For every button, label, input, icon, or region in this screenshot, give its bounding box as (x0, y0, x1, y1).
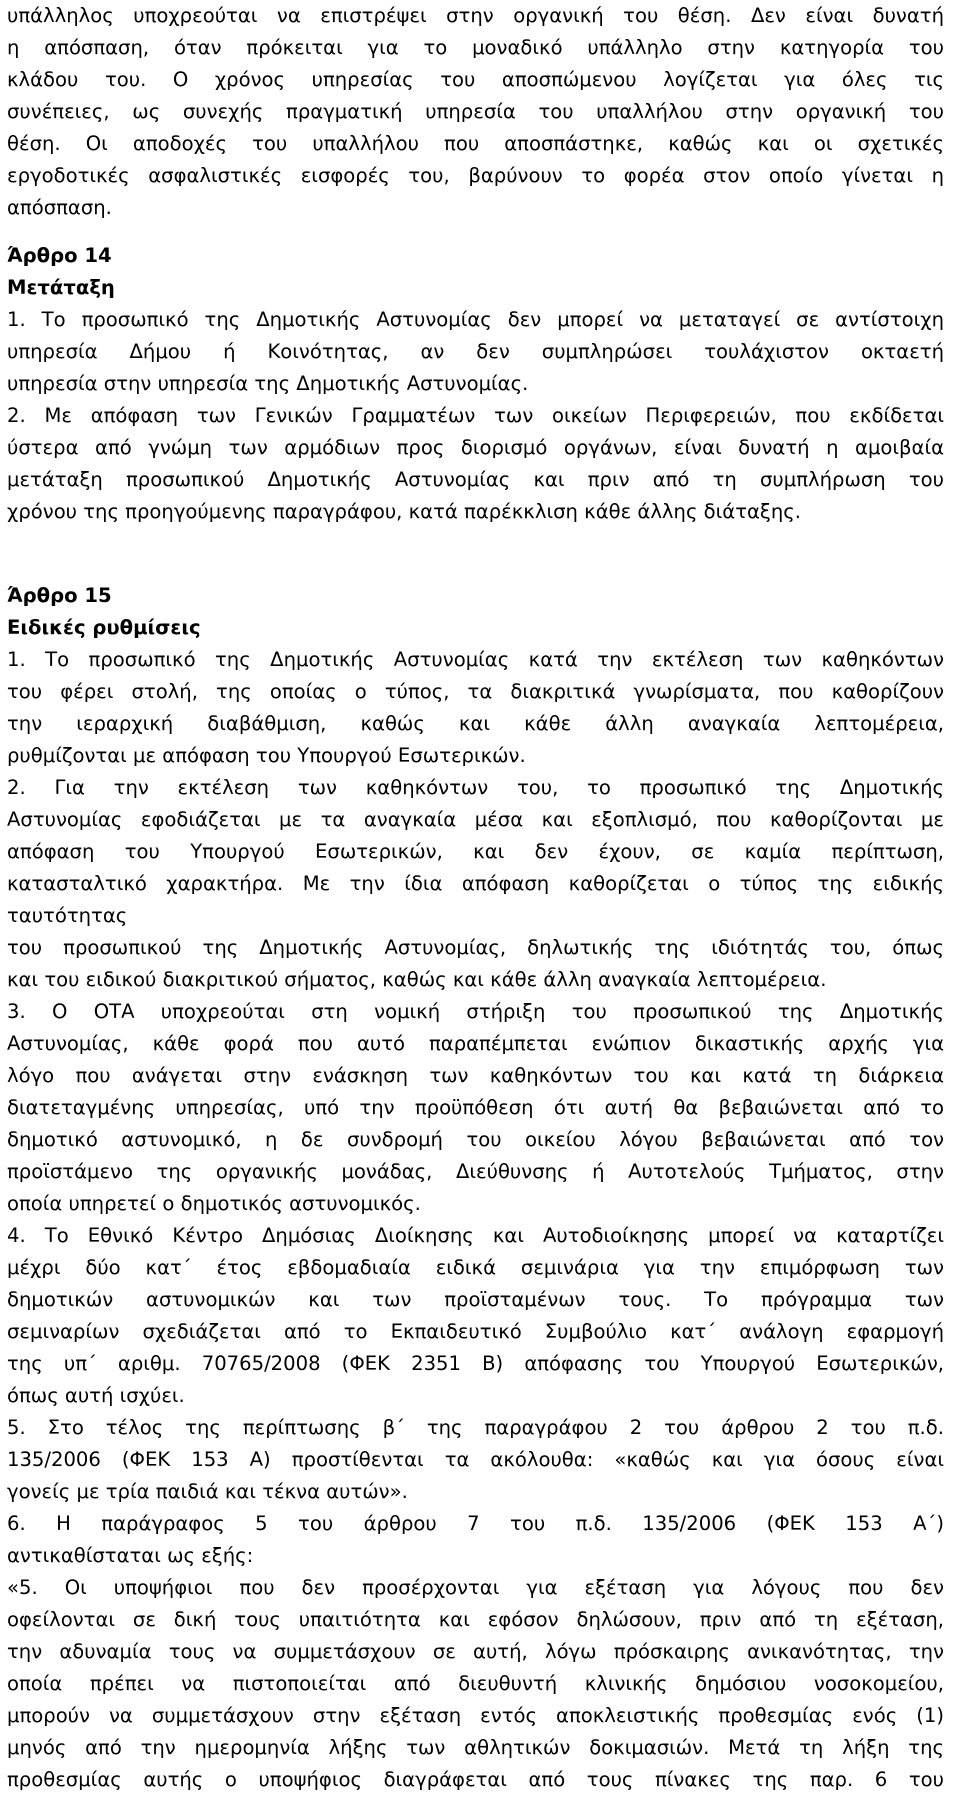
article-15-heading: Άρθρο 15 (7, 584, 112, 607)
text-line: κατασταλτικό χαρακτήρα. Με την ίδια απόφαση καθορίζεται ο τύπος της ειδικής (7, 872, 944, 895)
text-line: την αδυναμία τους να συμμετάσχουν σε αυτή, λόγω πρόσκαιρης ανικανότητας, την (7, 1640, 944, 1663)
spacer (7, 224, 944, 240)
text-line: Αστυνομίας, κάθε φορά που αυτό παραπέμπεται ενώπιον δικαστικής αρχής για (7, 1032, 944, 1055)
text-line: την ιεραρχική διαβάθμιση, καθώς και κάθε άλλη αναγκαία λεπτομέρεια, (7, 712, 944, 735)
text-line: Αστυνομίας εφοδιάζεται με τα αναγκαία μέσα και εξοπλισμό, που καθορίζονται με (7, 808, 944, 831)
spacer (7, 528, 944, 580)
text-line: ταυτότητας (7, 904, 128, 927)
text-line: 4. Το Εθνικό Κέντρο Δημόσιας Διοίκησης και Αυτοδιοίκησης μπορεί να καταρτίζει (7, 1224, 944, 1247)
text-line: της υπ΄ αριθμ. 70765/2008 (ΦΕΚ 2351 Β) απόφασης του Υπουργού Εσωτερικών, (7, 1352, 944, 1375)
text-line: 1. Το προσωπικό της Δημοτικής Αστυνομίας κατά την εκτέλεση των καθηκόντων (7, 648, 944, 671)
text-line: οφείλονται σε δική τους υπαιτιότητα και εφόσον δηλώσουν, πριν από τη εξέταση, (7, 1608, 944, 1631)
text-line: μπορούν να συμμετάσχουν στην εξέταση εντός αποκλειστικής προθεσμίας ενός (1) (7, 1704, 944, 1727)
text-line: θέση. Οι αποδοχές του υπαλλήλου που αποσπάστηκε, καθώς και οι σχετικές (7, 132, 944, 155)
text-line: σεμιναρίων σχεδιάζεται από το Εκπαιδευτικό Συμβούλιο κατ΄ ανάλογη εφαρμογή (7, 1320, 944, 1343)
text-line: υπάλληλος υποχρεούται να επιστρέψει στην οργανική του θέση. Δεν είναι δυνατή (7, 4, 944, 27)
text-line: εργοδοτικές ασφαλιστικές εισφορές του, βαρύνουν το φορέα στον οποίο γίνεται η (7, 164, 944, 187)
text-line: μηνός από την ημερομηνία λήξης των αθλητικών δοκιμασιών. Μετά τη λήξη της (7, 1736, 944, 1759)
text-line: όπως αυτή ισχύει. (7, 1384, 185, 1407)
text-line: διατεταγμένης υπηρεσίας, υπό την προϋπόθεση ότι αυτή θα βεβαιώνεται από το (7, 1096, 944, 1119)
article-14 (7, 240, 944, 528)
text-line: 135/2006 (ΦΕΚ 153 Α) προστίθενται τα ακόλουθα: «καθώς και για όσους είναι (7, 1448, 944, 1471)
text-line: υπηρεσία στην υπηρεσία της Δημοτικής Αστυνομίας. (7, 372, 529, 395)
intro-paragraph (7, 0, 944, 224)
text-line: 3. Ο ΟΤΑ υποχρεούται στη νομική στήριξη του προσωπικού της Δημοτικής (7, 1000, 944, 1023)
article-14-subtitle: Μετάταξη (7, 276, 115, 299)
text-line: οποία υπηρετεί ο δημοτικός αστυνομικός. (7, 1192, 421, 1215)
article-15 (7, 580, 944, 1796)
text-line: «5. Οι υποψήφιοι που δεν προσέρχονται για εξέταση για λόγους που δεν (7, 1576, 944, 1599)
article-14-heading: Άρθρο 14 (7, 244, 112, 267)
text-line: οποία πρέπει να πιστοποιείται από διευθυντή κλινικής δημόσιου νοσοκομείου, (7, 1672, 944, 1695)
text-line: υπηρεσία Δήμου ή Κοινότητας, αν δεν συμπληρώσει τουλάχιστον οκταετή (7, 340, 944, 363)
text-line: 2. Για την εκτέλεση των καθηκόντων του, το προσωπικό της Δημοτικής (7, 776, 944, 799)
text-line: του φέρει στολή, της οποίας ο τύπος, τα διακριτικά γνωρίσματα, που καθορίζουν (7, 680, 944, 703)
text-line: του προσωπικού της Δημοτικής Αστυνομίας, δηλωτικής της ιδιότητάς του, όπως (7, 936, 944, 959)
text-line: η απόσπαση, όταν πρόκειται για το μοναδικό υπάλληλο στην κατηγορία του (7, 36, 944, 59)
text-line: 2. Με απόφαση των Γενικών Γραμματέων των οικείων Περιφερειών, που εκδίδεται (7, 404, 944, 427)
text-line: δημοτικό αστυνομικό, η δε συνδρομή του οικείου λόγου βεβαιώνεται από τον (7, 1128, 944, 1151)
text-line: ρυθμίζονται με απόφαση του Υπουργού Εσωτερικών. (7, 744, 526, 767)
text-line: χρόνου της προηγούμενης παραγράφου, κατά παρέκκλιση κάθε άλλης διάταξης. (7, 500, 801, 523)
text-line: συνέπειες, ως συνεχής πραγματική υπηρεσία του υπαλλήλου στην οργανική του (7, 100, 944, 123)
text-line: προθεσμίας αυτής ο υποψήφιος διαγράφεται από τους πίνακες της παρ. 6 του (7, 1768, 944, 1791)
text-line: κλάδου του. Ο χρόνος υπηρεσίας του αποσπώμενου λογίζεται για όλες τις (7, 68, 944, 91)
text-line: προϊστάμενο της οργανικής μονάδας, Διεύθυνσης ή Αυτοτελούς Τμήματος, στην (7, 1160, 944, 1183)
text-line: αντικαθίσταται ως εξής: (7, 1544, 254, 1567)
text-line: γονείς με τρία παιδιά και τέκνα αυτών». (7, 1480, 408, 1503)
text-line: μέχρι δύο κατ΄ έτος εβδομαδιαία ειδικά σεμινάρια για την επιμόρφωση των (7, 1256, 944, 1279)
text-line: ύστερα από γνώμη των αρμόδιων προς διορισμό οργάνων, είναι δυνατή η αμοιβαία (7, 436, 944, 459)
text-line: απόφαση του Υπουργού Εσωτερικών, και δεν έχουν, σε καμία περίπτωση, (7, 840, 944, 863)
text-line: δημοτικών αστυνομικών και των προϊσταμένων τους. Το πρόγραμμα των (7, 1288, 944, 1311)
text-line: μετάταξη προσωπικού Δημοτικής Αστυνομίας και πριν από τη συμπλήρωση του (7, 468, 944, 491)
text-line: 1. Το προσωπικό της Δημοτικής Αστυνομίας δεν μπορεί να μεταταγεί σε αντίστοιχη (7, 308, 944, 331)
text-line: 5. Στο τέλος της περίπτωσης β΄ της παραγράφου 2 του άρθρου 2 του π.δ. (7, 1416, 944, 1439)
article-15-subtitle: Ειδικές ρυθμίσεις (7, 616, 201, 639)
text-line: 6. Η παράγραφος 5 του άρθρου 7 του π.δ. 135/2006 (ΦΕΚ 153 Α΄) (7, 1512, 944, 1535)
text-line: απόσπαση. (7, 196, 112, 219)
text-line: λόγο που ανάγεται στην ενάσκηση των καθηκόντων του και κατά τη διάρκεια (7, 1064, 944, 1087)
text-line: και του ειδικού διακριτικού σήματος, καθώς και κάθε άλλη αναγκαία λεπτομέρεια. (7, 968, 827, 991)
